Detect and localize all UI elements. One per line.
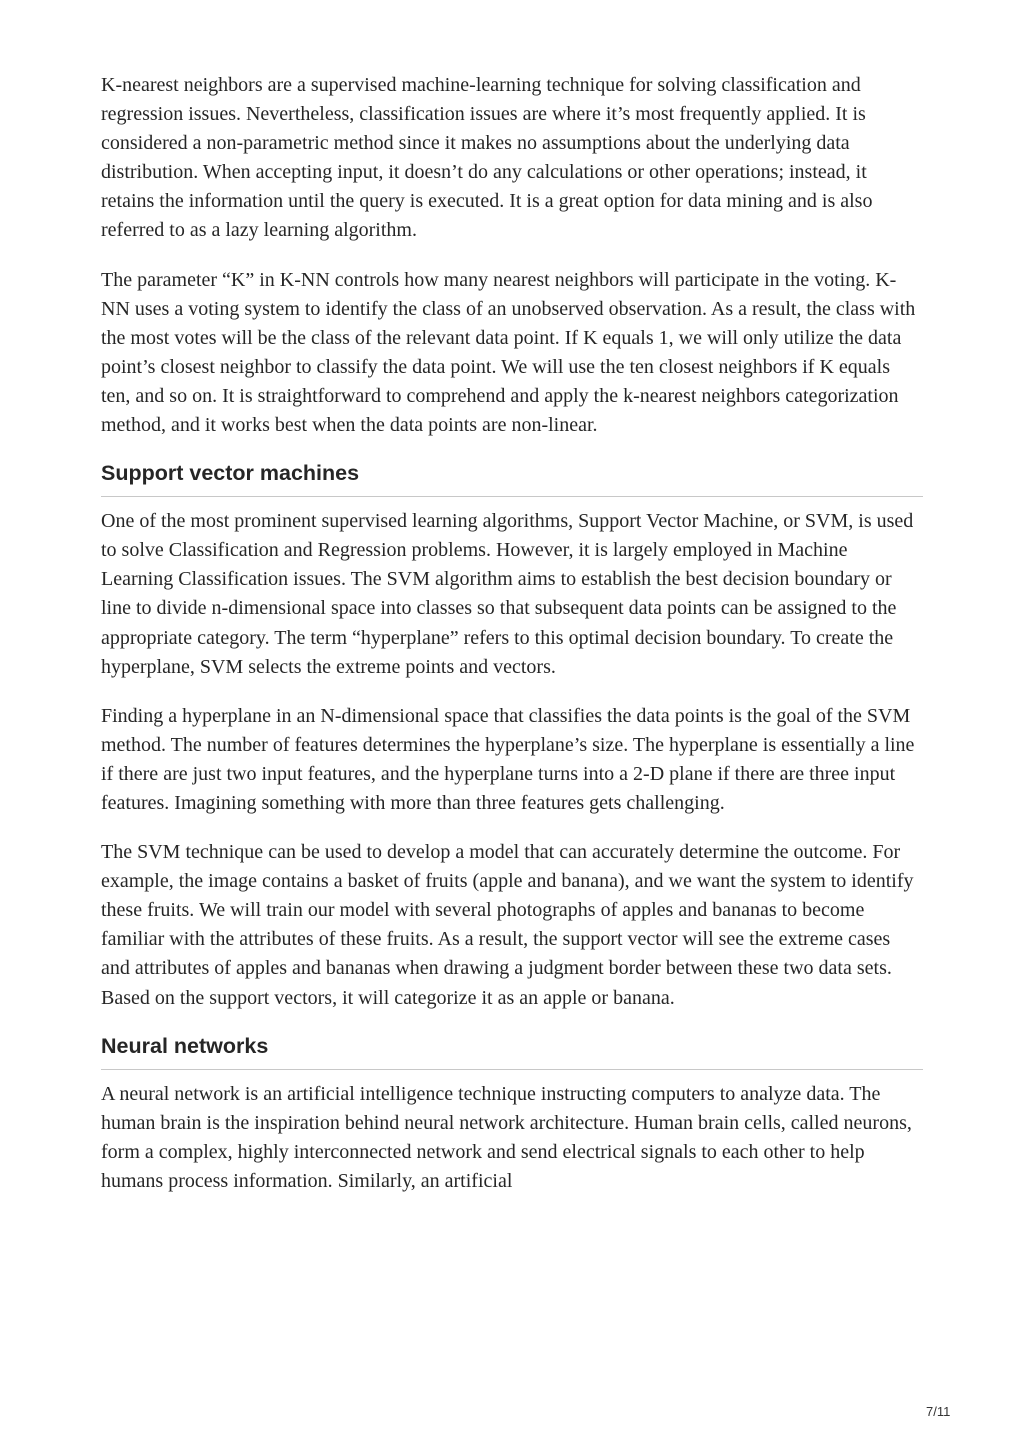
paragraph-svm-intro: One of the most prominent supervised learning algorithms, Support Vector Machine, or SVM, is used to solve Classification and Regression problems. However, it is largely employed in Machine Learning Classification issues. The SVM algorithm aims to establish the best decision boundary or line to divide n-dimensional space into classes so that subsequent data points can be assigned to the appropriate category. The term “hyperplane” refers to this optimal decision boundary. To create the hyperplane, SVM selects the extreme points and vectors.	[101, 510, 914, 678]
heading-neural-networks: Neural networks	[101, 1033, 923, 1070]
paragraph-svm-example: The SVM technique can be used to develop a model that can accurately determine the outcome. For example, the image contains a basket of fruits (apple and banana), and we want the system to identify these fruits. We will train our model with several photographs of apples and bananas to become familiar with the attributes of these fruits. As a result, the support vector will see the extreme cases and attributes of apples and bananas when drawing a judgment border between these two data sets. Based on the support vectors, it will categorize it as an apple or banana.	[101, 841, 914, 1009]
heading-support-vector-machines: Support vector machines	[101, 460, 923, 497]
document-body	[101, 71, 923, 1216]
paragraph-knn-intro: K-nearest neighbors are a supervised machine-learning technique for solving classification and regression issues. Nevertheless, classification issues are where it’s most frequently applied. It is considered a non-parametric method since it makes no assumptions about the underlying data distribution. When accepting input, it doesn’t do any calculations or other operations; instead, it retains the information until the query is executed. It is a great option for data mining and is also referred to as a lazy learning algorithm.	[101, 74, 873, 242]
paragraph-neural-networks-intro: A neural network is an artificial intelligence technique instructing computers to analyze data. The human brain is the inspiration behind neural network architecture. Human brain cells, called neurons, form a complex, highly interconnected network and send electrical signals to each other to help humans process information. Similarly, an artificial	[101, 1082, 912, 1192]
paragraph-svm-hyperplane: Finding a hyperplane in an N-dimensional space that classifies the data points is the goal of the SVM method. The number of features determines the hyperplane’s size. The hyperplane is essentially a line if there are just two input features, and the hyperplane turns into a 2-D plane if there are three input features. Imagining something with more than three features gets challenging.	[101, 704, 915, 814]
paragraph-knn-parameter: The parameter “K” in K-NN controls how many nearest neighbors will participate in the voting. K-NN uses a voting system to identify the class of an unobserved observation. As a result, the class with the most votes will be the class of the relevant data point. If K equals 1, we will only utilize the data point’s closest neighbor to classify the data point. We will use the ten closest neighbors if K equals ten, and so on. It is straightforward to comprehend and apply the k-nearest neighbors categorization method, and it works best when the data points are non-linear.	[101, 268, 916, 437]
page-number: 7/11	[926, 1404, 951, 1419]
